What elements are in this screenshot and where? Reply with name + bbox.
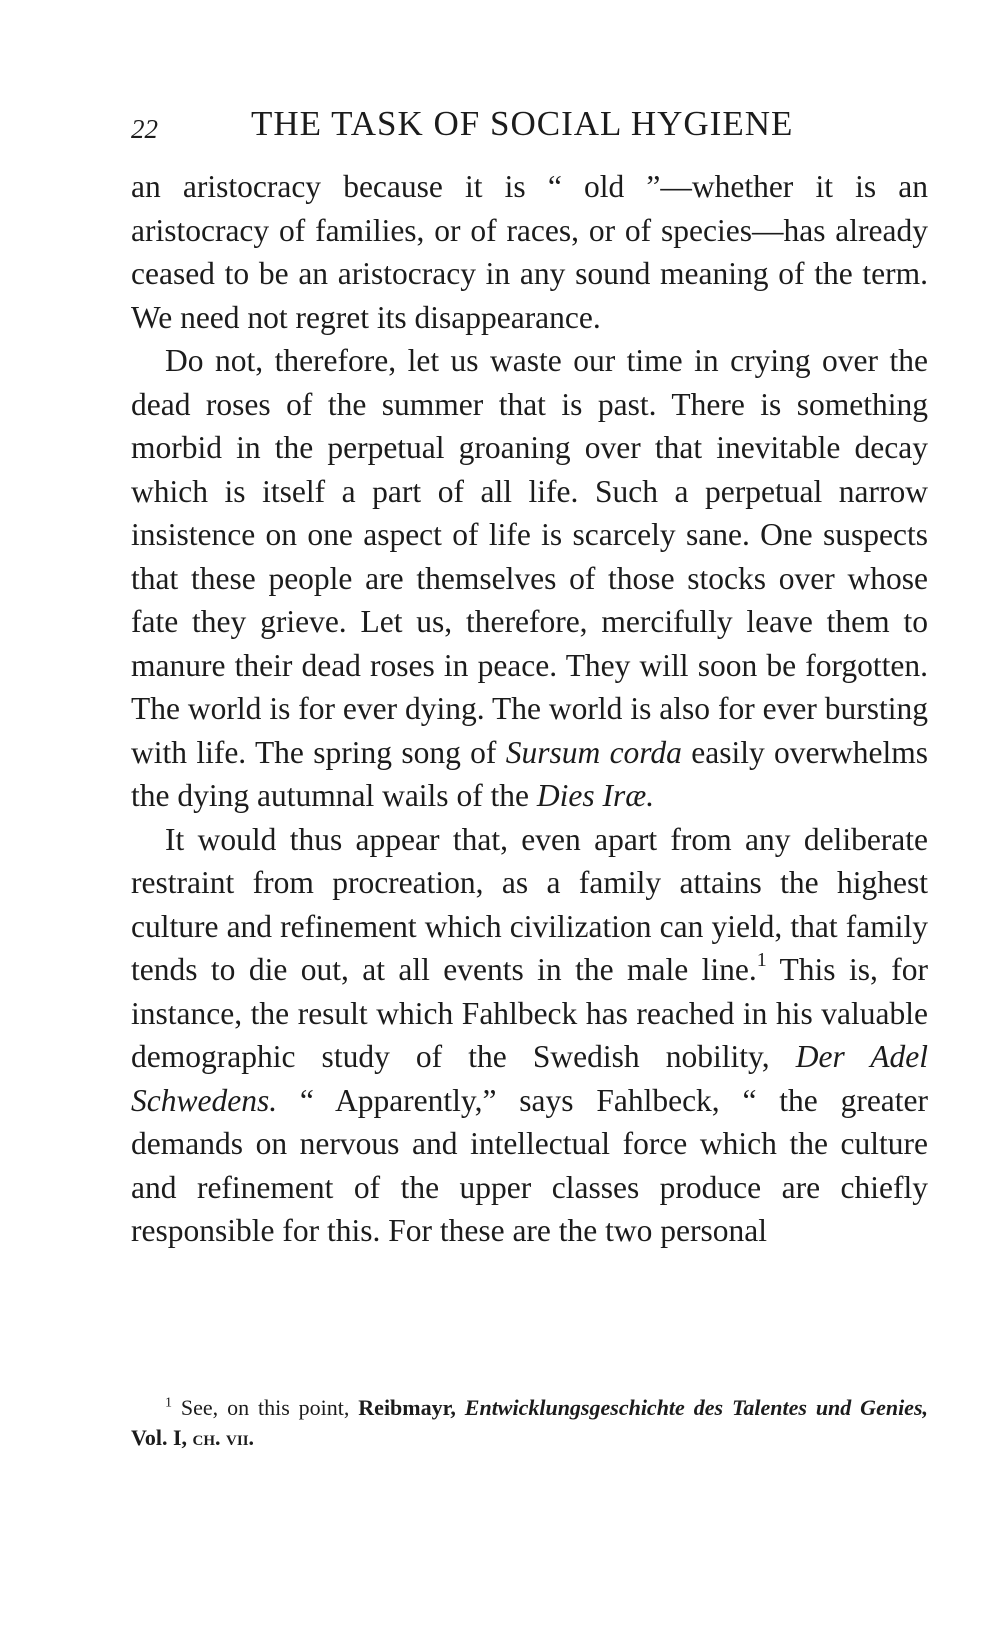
footnote-chapter: ch. vii. [192, 1425, 255, 1450]
footnote-prefix: See, on this point, [180, 1395, 359, 1420]
footnote-reference[interactable]: 1 [756, 949, 767, 971]
paragraph-2-italic-dies-irae: Dies Iræ. [536, 778, 655, 813]
footnote-volume: Vol. I, [131, 1425, 188, 1450]
paragraph-3-text-b: This is, for instance, the result which Fahlbeck has reached in his valuable demographic study of the Swedish nobility, [131, 952, 928, 1074]
running-head [131, 104, 831, 148]
body-text [131, 165, 928, 1253]
footnote-work: Entwicklungsgeschichte des Talentes und Genies, [464, 1395, 929, 1420]
running-title: THE TASK OF SOCIAL HYGIENE [251, 104, 794, 143]
paragraph-2 [131, 339, 928, 818]
footnote [131, 1393, 928, 1453]
paragraph-3 [131, 818, 928, 1253]
paragraph-1 [131, 165, 928, 339]
footnote-marker: 1 [165, 1395, 172, 1411]
paragraph-3-text-c: “ Apparently,” says Fahlbeck, “ the greater demands on nervous and intellectual force which the culture and refinement of the upper classes produce are chiefly responsible for this. For these are the two personal [131, 1082, 928, 1248]
paragraph-1-text: an aristocracy because it is “ old ”—whether it is an aristocracy of families, or of races, or of species—has already ceased to be an aristocracy in any sound meaning of the term. We need not regret its disappearance. [131, 169, 928, 335]
paragraph-2-text-b: easily overwhelms the dying autumnal wails of the [131, 734, 928, 813]
paragraph-2-text-a: Do not, therefore, let us waste our time in crying over the dead roses of the summer that is past. There is something morbid in the perpetual groaning over that inevitable decay which is itself a part of all life. Such a perpetual narrow insistence on one aspect of life is scarcely sane. One suspects that these people are themselves of those stocks over whose fate they grieve. Let us, therefore, mercifully leave them to manure their dead roses in peace. They will soon be forgotten. The world is for ever dying. The world is also for ever bursting with life. The spring song of [131, 343, 928, 770]
paragraph-3-italic-title: Der Adel Schwedens. [131, 1039, 928, 1118]
paragraph-2-italic-sursum-corda: Sursum corda [505, 734, 682, 770]
paragraph-3-text-a: It would thus appear that, even apart from any deliberate restraint from procreation, as a family attains the highest culture and refinement which civilization can yield, that family tends to die out, at all events in the male line. [131, 821, 928, 987]
page-number: 22 [131, 114, 158, 144]
footnote-author: Reibmayr, [358, 1395, 456, 1420]
